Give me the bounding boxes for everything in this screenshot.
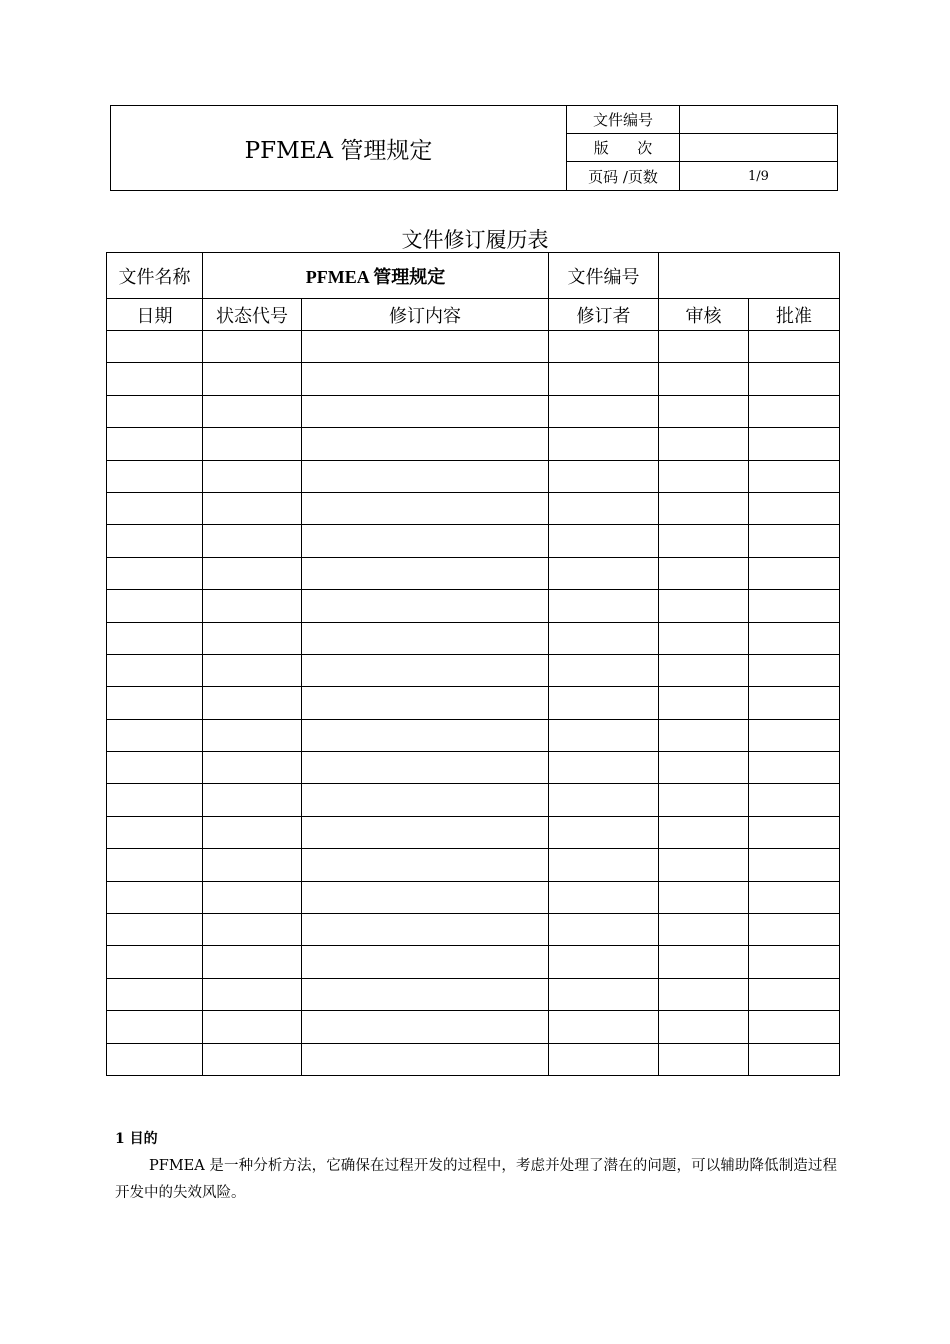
- table-cell: [203, 395, 302, 427]
- table-cell: [659, 460, 749, 492]
- table-cell: [203, 719, 302, 751]
- revision-rows: [107, 331, 840, 1076]
- table-row: [107, 687, 840, 719]
- table-row: [107, 816, 840, 848]
- table-cell: [749, 946, 840, 978]
- table-cell: [302, 331, 549, 363]
- table-cell: [107, 816, 203, 848]
- table-cell: [659, 492, 749, 524]
- table-cell: [302, 978, 549, 1010]
- table-cell: [749, 978, 840, 1010]
- table-cell: [549, 881, 659, 913]
- document-info-grid: [566, 106, 837, 190]
- table-cell: [302, 946, 549, 978]
- table-cell: [203, 849, 302, 881]
- table-cell: [203, 914, 302, 946]
- table-cell: [749, 784, 840, 816]
- table-cell: [749, 557, 840, 589]
- table-cell: [203, 363, 302, 395]
- table-cell: [549, 687, 659, 719]
- info-row-page: [567, 162, 837, 190]
- table-cell: [549, 654, 659, 686]
- table-cell: [659, 363, 749, 395]
- table-cell: [749, 525, 840, 557]
- table-cell: [549, 784, 659, 816]
- table-cell: [659, 331, 749, 363]
- table-cell: [107, 914, 203, 946]
- column-header: 修订者: [549, 299, 659, 331]
- table-cell: [107, 395, 203, 427]
- table-cell: [203, 460, 302, 492]
- document-header: [110, 105, 838, 191]
- section-heading: 1 目的: [115, 1131, 158, 1147]
- table-cell: [749, 1011, 840, 1043]
- table-cell: [749, 881, 840, 913]
- table-row: [107, 428, 840, 460]
- table-cell: [302, 363, 549, 395]
- table-cell: [659, 978, 749, 1010]
- table-cell: [107, 460, 203, 492]
- table-cell: [749, 849, 840, 881]
- table-cell: [749, 590, 840, 622]
- table-cell: [549, 395, 659, 427]
- table-cell: [107, 1011, 203, 1043]
- table-row: [107, 331, 840, 363]
- table-cell: [659, 914, 749, 946]
- table-cell: [107, 881, 203, 913]
- revision-history-title: 文件修订履历表: [401, 228, 549, 252]
- table-cell: [107, 590, 203, 622]
- column-header: 日期: [107, 299, 203, 331]
- table-cell: [659, 784, 749, 816]
- table-row: [107, 881, 840, 913]
- table-cell: [302, 849, 549, 881]
- table-cell: [659, 719, 749, 751]
- table-cell: [749, 363, 840, 395]
- table-row: [107, 978, 840, 1010]
- table-row: [107, 622, 840, 654]
- table-cell: [659, 654, 749, 686]
- table-cell: [302, 687, 549, 719]
- column-header-row: [107, 299, 840, 331]
- table-cell: [203, 687, 302, 719]
- table-row: [107, 1043, 840, 1075]
- table-cell: [659, 525, 749, 557]
- table-cell: [302, 622, 549, 654]
- table-cell: [107, 525, 203, 557]
- info-label: 页码 /页数: [567, 162, 680, 190]
- table-cell: [302, 492, 549, 524]
- table-cell: [659, 816, 749, 848]
- table-cell: [549, 1043, 659, 1075]
- table-cell: [107, 1043, 203, 1075]
- column-header: 批准: [749, 299, 840, 331]
- table-cell: [659, 590, 749, 622]
- table-cell: [203, 557, 302, 589]
- table-cell: [203, 1043, 302, 1075]
- table-row: [107, 363, 840, 395]
- file-number-value: [659, 253, 840, 299]
- table-cell: [302, 1011, 549, 1043]
- table-cell: [549, 590, 659, 622]
- table-cell: [302, 654, 549, 686]
- table-cell: [659, 687, 749, 719]
- table-cell: [659, 557, 749, 589]
- table-cell: [203, 784, 302, 816]
- table-cell: [203, 525, 302, 557]
- table-row: [107, 1011, 840, 1043]
- table-cell: [302, 816, 549, 848]
- table-cell: [302, 752, 549, 784]
- table-cell: [549, 363, 659, 395]
- table-cell: [749, 331, 840, 363]
- table-cell: [107, 719, 203, 751]
- table-row: [107, 849, 840, 881]
- table-cell: [302, 881, 549, 913]
- section-paragraph: PFMEA 是一种分析方法，它确保在过程开发的过程中，考虑并处理了潜在的问题，可以辅助降低制造过程开发中的失效风险。: [115, 1158, 837, 1201]
- revision-history-table: [106, 252, 840, 1076]
- table-row: [107, 719, 840, 751]
- table-row: [107, 654, 840, 686]
- table-cell: [749, 1043, 840, 1075]
- table-cell: [749, 460, 840, 492]
- table-cell: [203, 752, 302, 784]
- table-cell: [749, 395, 840, 427]
- table-row: [107, 784, 840, 816]
- table-row: [107, 752, 840, 784]
- table-cell: [749, 654, 840, 686]
- column-header: 状态代号: [203, 299, 302, 331]
- info-row-doc-number: [567, 106, 837, 134]
- table-cell: [107, 946, 203, 978]
- info-value: [680, 134, 837, 161]
- table-cell: [107, 752, 203, 784]
- table-cell: [107, 978, 203, 1010]
- table-cell: [749, 428, 840, 460]
- table-cell: [549, 525, 659, 557]
- file-name-value: PFMEA 管理规定: [203, 253, 549, 299]
- table-cell: [659, 1011, 749, 1043]
- table-cell: [549, 978, 659, 1010]
- table-cell: [749, 752, 840, 784]
- table-cell: [302, 914, 549, 946]
- file-name-row: [107, 253, 840, 299]
- info-row-version: [567, 134, 837, 162]
- table-cell: [107, 492, 203, 524]
- table-cell: [549, 428, 659, 460]
- table-cell: [749, 687, 840, 719]
- info-label: 文件编号: [567, 106, 680, 133]
- file-number-label: 文件编号: [549, 253, 659, 299]
- table-cell: [107, 784, 203, 816]
- table-cell: [659, 849, 749, 881]
- table-cell: [203, 978, 302, 1010]
- table-cell: [302, 557, 549, 589]
- table-cell: [107, 687, 203, 719]
- table-cell: [749, 622, 840, 654]
- table-cell: [107, 849, 203, 881]
- column-header: 修订内容: [302, 299, 549, 331]
- table-row: [107, 492, 840, 524]
- table-cell: [659, 752, 749, 784]
- table-cell: [302, 1043, 549, 1075]
- table-cell: [659, 881, 749, 913]
- table-row: [107, 914, 840, 946]
- table-cell: [203, 1011, 302, 1043]
- info-value: [680, 106, 837, 133]
- table-cell: [659, 946, 749, 978]
- table-cell: [203, 881, 302, 913]
- table-cell: [302, 525, 549, 557]
- table-cell: [302, 719, 549, 751]
- table-cell: [203, 331, 302, 363]
- table-cell: [107, 428, 203, 460]
- table-cell: [302, 460, 549, 492]
- table-cell: [549, 460, 659, 492]
- page-count: 1/9: [748, 168, 769, 184]
- table-cell: [549, 1011, 659, 1043]
- table-cell: [302, 395, 549, 427]
- table-cell: [549, 816, 659, 848]
- table-cell: [107, 331, 203, 363]
- table-cell: [549, 557, 659, 589]
- table-cell: [203, 492, 302, 524]
- table-cell: [749, 492, 840, 524]
- table-row: [107, 590, 840, 622]
- file-name-label: 文件名称: [107, 253, 203, 299]
- info-label: 版 次: [567, 134, 680, 161]
- table-cell: [549, 752, 659, 784]
- document-title: PFMEA 管理规定: [244, 137, 433, 164]
- table-cell: [107, 622, 203, 654]
- table-cell: [203, 946, 302, 978]
- table-cell: [549, 914, 659, 946]
- table-cell: [203, 622, 302, 654]
- table-cell: [549, 492, 659, 524]
- table-row: [107, 395, 840, 427]
- table-cell: [302, 590, 549, 622]
- table-cell: [302, 784, 549, 816]
- table-row: [107, 557, 840, 589]
- table-cell: [659, 622, 749, 654]
- table-cell: [659, 395, 749, 427]
- table-cell: [549, 946, 659, 978]
- table-cell: [203, 654, 302, 686]
- table-cell: [549, 331, 659, 363]
- table-cell: [549, 719, 659, 751]
- table-cell: [107, 363, 203, 395]
- table-cell: [659, 428, 749, 460]
- table-cell: [107, 557, 203, 589]
- table-cell: [749, 914, 840, 946]
- table-cell: [203, 428, 302, 460]
- table-cell: [107, 654, 203, 686]
- table-cell: [549, 849, 659, 881]
- table-cell: [302, 428, 549, 460]
- table-cell: [659, 1043, 749, 1075]
- table-row: [107, 946, 840, 978]
- table-cell: [549, 622, 659, 654]
- table-cell: [203, 590, 302, 622]
- table-cell: [203, 816, 302, 848]
- table-row: [107, 460, 840, 492]
- table-cell: [749, 719, 840, 751]
- table-cell: [749, 816, 840, 848]
- table-row: [107, 525, 840, 557]
- column-header: 审核: [659, 299, 749, 331]
